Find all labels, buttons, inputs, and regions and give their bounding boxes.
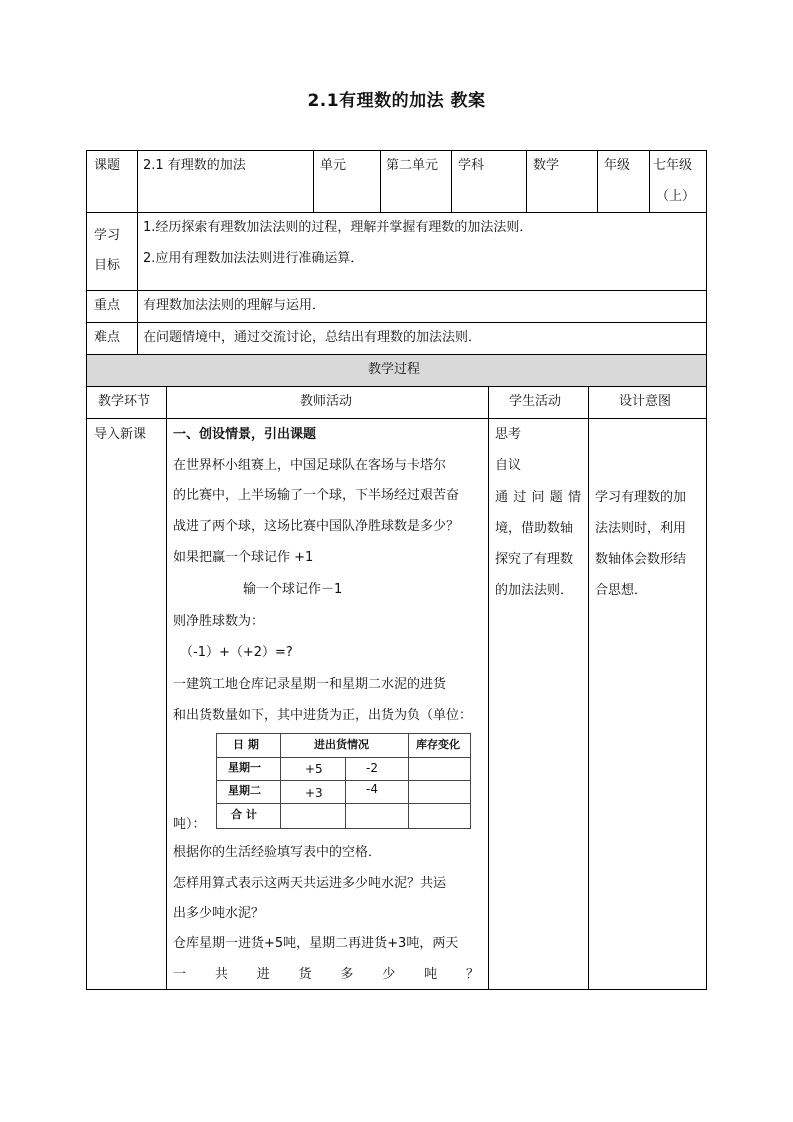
column-header-intent: 设计意图 bbox=[619, 394, 672, 409]
student-line: 思考 bbox=[495, 427, 522, 442]
teacher-line: 怎样用算式表示这两天共运进多少吨水泥？共运 bbox=[173, 876, 447, 891]
student-line: 自议 bbox=[495, 458, 522, 473]
student-line: 的加法法则． bbox=[495, 583, 574, 598]
teacher-line: 如果把赢一个球记作 +1 bbox=[173, 550, 314, 565]
grade-value-line2: （上） bbox=[656, 189, 696, 204]
teacher-line: 的比赛中，上半场输了一个球，下半场经过艰苦奋 bbox=[173, 488, 460, 503]
inventory-row-in: +5 bbox=[305, 762, 323, 776]
key-point-text: 有理数加法法则的理解与运用． bbox=[143, 298, 326, 313]
objective-item: 1.经历探索有理数加法法则的过程，理解并掌握有理数的加法法则． bbox=[143, 220, 533, 235]
column-header-stage: 教学环节 bbox=[98, 394, 151, 409]
section-heading: 一、创设情景，引出课题 bbox=[173, 427, 317, 442]
inventory-row-day: 星期二 bbox=[228, 784, 261, 797]
teacher-line: 一共进货多少吨？ bbox=[173, 967, 481, 982]
teacher-line: 一建筑工地仓库记录星期一和星期二水泥的进货 bbox=[173, 677, 447, 692]
key-point-label: 重点 bbox=[94, 298, 121, 313]
student-line: 通过问题情 bbox=[495, 490, 581, 505]
column-header-student: 学生活动 bbox=[509, 394, 562, 409]
teacher-line: 出多少吨水泥？ bbox=[173, 906, 265, 921]
course-value: 2.1 有理数的加法 bbox=[143, 158, 246, 173]
unit-label: 单元 bbox=[320, 158, 347, 173]
subject-label: 学科 bbox=[458, 158, 485, 173]
teacher-line: 仓库星期一进货+5吨，星期二再进货+3吨，两天 bbox=[173, 936, 459, 951]
inventory-total-label: 合 计 bbox=[231, 808, 257, 821]
teacher-line: 战进了两个球，这场比赛中国队净胜球数是多少？ bbox=[173, 519, 460, 534]
intent-line: 法法则时，利用 bbox=[595, 521, 687, 536]
difficulty-text: 在问题情境中，通过交流讨论，总结出有理数的加法法则． bbox=[143, 330, 482, 345]
teacher-line: 根据你的生活经验填写表中的空格． bbox=[173, 845, 382, 860]
objectives-label-line2: 目标 bbox=[94, 258, 121, 273]
inventory-row-out: -4 bbox=[366, 782, 378, 796]
process-heading: 教学过程 bbox=[368, 362, 421, 377]
inventory-header-stock: 库存变化 bbox=[416, 738, 460, 751]
student-line: 境，借助数轴 bbox=[495, 521, 574, 536]
inventory-row-in: +3 bbox=[305, 786, 323, 800]
teacher-line: 在世界杯小组赛上，中国足球队在客场与卡塔尔 bbox=[173, 458, 447, 473]
formula: （-1）+（+2）=? bbox=[180, 645, 293, 660]
teacher-line: 输一个球记作－1 bbox=[243, 582, 343, 597]
objectives-label-line1: 学习 bbox=[94, 228, 121, 243]
intent-line: 学习有理数的加 bbox=[595, 490, 687, 505]
teacher-line: 则净胜球数为： bbox=[173, 614, 265, 629]
inventory-row-day: 星期一 bbox=[228, 761, 261, 774]
unit-value: 第二单元 bbox=[386, 158, 439, 173]
student-line: 探究了有理数 bbox=[495, 552, 574, 567]
stage-name: 导入新课 bbox=[94, 427, 147, 442]
teacher-line: 和出货数量如下，其中进货为正，出货为负（单位： bbox=[173, 708, 473, 723]
intent-line: 数轴体会数形结 bbox=[595, 552, 687, 567]
inventory-header-date: 日 期 bbox=[233, 738, 259, 751]
inventory-header-flow: 进出货情况 bbox=[314, 738, 369, 751]
document-title: 2.1有理数的加法 教案 bbox=[307, 91, 486, 111]
column-header-teacher: 教师活动 bbox=[300, 394, 353, 409]
grade-label: 年级 bbox=[604, 158, 631, 173]
course-label: 课题 bbox=[94, 158, 121, 173]
teacher-line: 吨）： bbox=[173, 817, 206, 832]
objective-item: 2.应用有理数加法法则进行准确运算． bbox=[143, 251, 364, 266]
difficulty-label: 难点 bbox=[94, 330, 121, 345]
subject-value: 数学 bbox=[533, 158, 560, 173]
inventory-row-out: -2 bbox=[366, 761, 378, 775]
intent-line: 合思想． bbox=[595, 583, 648, 598]
grade-value-line1: 七年级 bbox=[653, 158, 693, 173]
